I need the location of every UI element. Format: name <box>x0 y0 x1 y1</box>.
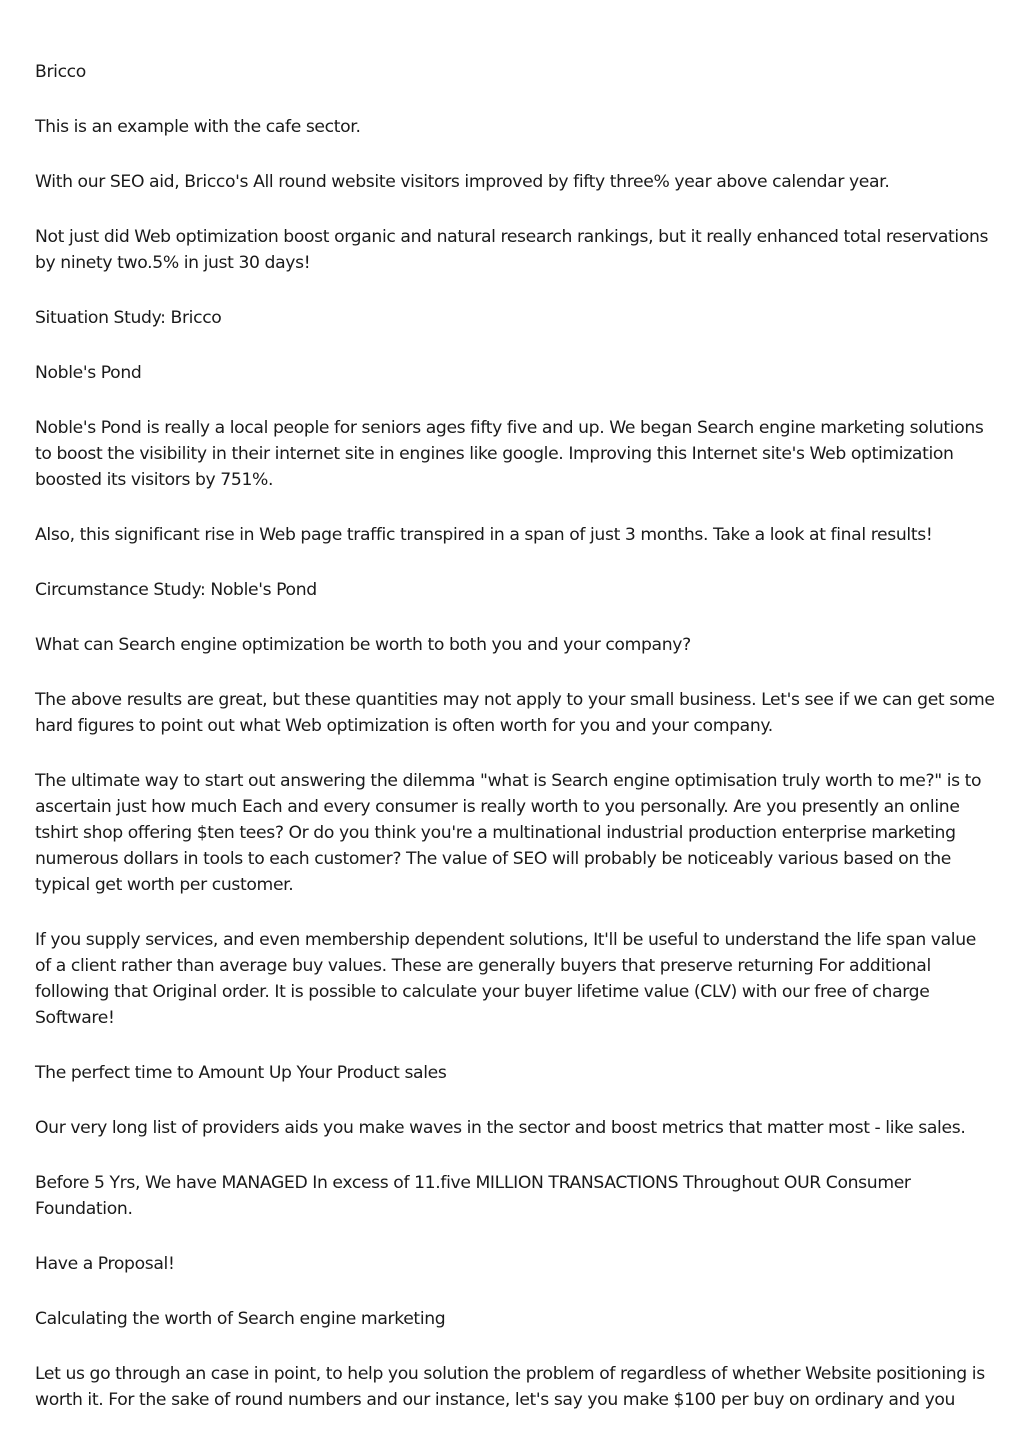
heading-proposal: Have a Proposal! <box>35 1254 175 1274</box>
paragraph-nobles-pond-results: Also, this significant rise in Web page traffic transpired in a span of just 3 months. Take a look at final results! <box>35 525 933 545</box>
paragraph-bricco-traffic: With our SEO aid, Bricco's All round website visitors improved by fifty three% year above calendar year. <box>35 172 890 192</box>
paragraph-customer-worth: The ultimate way to start out answering the dilemma "what is Search engine optimisation truly worth to me?" is to ascertain just how much Each and every consumer is really worth to you personally. Are you presently an online tshirt shop offering $ten tees? Or do you think you're a multinational industrial production enterprise marketing numerous dollars in tools to each customer? The value of SEO will probably be noticeably various based on the typical get worth per customer. <box>35 771 982 895</box>
paragraph-transactions: Before 5 Yrs, We have MANAGED In excess of 11.five MILLION TRANSACTIONS Throughout OUR Consumer Foundation. <box>35 1173 911 1219</box>
paragraph-nobles-pond-intro: Noble's Pond is really a local people for seniors ages fifty five and up. We began Search engine marketing solutions to boost the visibility in their internet site in engines like google. Improving this Internet site's Web optimization boosted its visitors by 751%. <box>35 418 984 490</box>
heading-calculating-worth: Calculating the worth of Search engine marketing <box>35 1309 446 1329</box>
paragraph-cafe-example: This is an example with the cafe sector. <box>35 117 361 137</box>
caption-nobles-pond-study: Circumstance Study: Noble's Pond <box>35 580 317 600</box>
heading-bricco: Bricco <box>35 62 86 82</box>
heading-level-up-sales: The perfect time to Amount Up Your Product sales <box>35 1063 447 1083</box>
heading-seo-worth-question: What can Search engine optimization be worth to both you and your company? <box>35 635 691 655</box>
heading-nobles-pond: Noble's Pond <box>35 363 142 383</box>
paragraph-lifetime-value: If you supply services, and even membership dependent solutions, It'll be useful to understand the life span value of a client rather than average buy values. These are generally buyers that preserve returning For additional following that Original order. It is possible to calculate your buyer lifetime value (CLV) with our free of charge Software! <box>35 930 976 1028</box>
paragraph-example-calculation: Let us go through an case in point, to help you solution the problem of regardless of whether Website positioning is worth it. For the sake of round numbers and our instance, let's say you make $100 per buy on ordinary and you <box>35 1364 985 1410</box>
document-page <box>35 59 995 1442</box>
paragraph-providers-list: Our very long list of providers aids you make waves in the sector and boost metrics that matter most - like sales. <box>35 1118 966 1138</box>
paragraph-bricco-reservations: Not just did Web optimization boost organic and natural research rankings, but it really enhanced total reservations by ninety two.5% in just 30 days! <box>35 227 989 273</box>
paragraph-hard-figures: The above results are great, but these quantities may not apply to your small business. Let's see if we can get some hard figures to point out what Web optimization is often worth for you and your company. <box>35 690 995 736</box>
caption-bricco-study: Situation Study: Bricco <box>35 308 222 328</box>
